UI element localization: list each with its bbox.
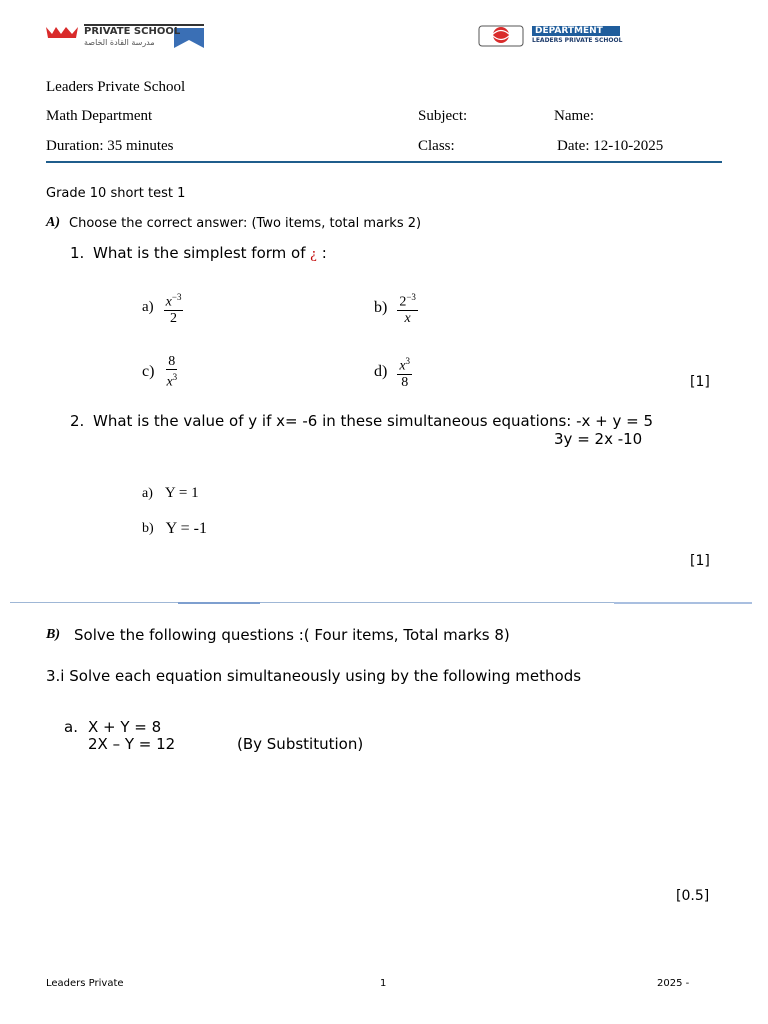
q2-equation-2: 3y = 2x -10	[554, 430, 643, 448]
left-logo-arabic: مدرسة القادة الخاصة	[84, 38, 155, 47]
q1-option-c-fraction	[164, 354, 179, 390]
footer-left: Leaders Private	[46, 978, 124, 989]
left-logo-title: PRIVATE SCHOOL	[84, 26, 181, 37]
department-logo-right	[478, 24, 638, 48]
section-divider-accent-1	[178, 602, 260, 604]
q1-colon: :	[321, 244, 327, 262]
department-name: Math Department	[46, 108, 153, 124]
q1-option-d-num: x	[399, 358, 406, 374]
q3a-equation-1: X + Y = 8	[88, 718, 162, 736]
section-b-instruction: Solve the following questions :( Four items, Total marks 8)	[74, 626, 510, 644]
q1-glyph: ¿	[310, 246, 317, 262]
school-logo-left	[46, 24, 204, 50]
q2-text: What is the value of y if x= -6 in these simultaneous equations: -x + y = 5	[93, 412, 654, 430]
q1-option-d-letter: d)	[374, 362, 388, 380]
q1-option-c-den: x	[166, 374, 173, 390]
q3a-letter: a.	[64, 718, 78, 736]
q3a-equation-2: 2X – Y = 12	[88, 735, 176, 753]
q1-text	[93, 244, 327, 263]
q1-option-d-num-exp: 3	[405, 356, 411, 366]
q1-option-b-num-exp: −3	[406, 292, 416, 302]
q1-option-a[interactable]	[142, 290, 183, 326]
section-divider-accent-2	[614, 602, 752, 604]
section-a-label: A)	[46, 215, 60, 230]
q2-option-a-letter: a)	[142, 485, 153, 501]
q1-option-c-num: 8	[168, 354, 176, 369]
q2-option-b-text: Y = -1	[165, 520, 207, 537]
section-b-label: B)	[46, 627, 60, 642]
subject-label: Subject:	[418, 108, 468, 124]
q1-option-c-letter: c)	[142, 362, 155, 380]
right-logo-title: DEPARTMENT	[535, 26, 603, 36]
right-logo-subtitle: LEADERS PRIVATE SCHOOL	[532, 37, 623, 44]
q1-option-b[interactable]	[374, 290, 418, 326]
class-label: Class:	[418, 138, 455, 154]
page-number: 1	[380, 978, 387, 989]
q1-option-a-letter: a)	[142, 299, 154, 316]
q1-option-d-fraction	[397, 354, 412, 390]
footer-right: 2025 -	[657, 978, 690, 989]
q1-marks: [1]	[690, 374, 710, 390]
q1-option-b-den: x	[404, 310, 411, 326]
q2-marks: [1]	[690, 553, 710, 569]
school-name: Leaders Private School	[46, 79, 186, 95]
q2-option-a-text: Y = 1	[164, 485, 199, 501]
duration: Duration: 35 minutes	[46, 138, 174, 154]
test-date: Date: 12-10-2025	[557, 138, 664, 154]
q1-option-b-num: 2	[399, 294, 407, 310]
q1-option-a-num: x	[165, 294, 172, 310]
q3a-marks: [0.5]	[676, 888, 710, 904]
section-a-instruction: Choose the correct answer: (Two items, total marks 2)	[69, 216, 422, 231]
q1-option-b-fraction	[397, 290, 418, 326]
q1-option-b-letter: b)	[374, 298, 388, 316]
q1-option-d[interactable]	[374, 354, 412, 390]
q1-option-a-fraction	[164, 290, 184, 326]
q1-option-a-num-exp: −3	[171, 292, 182, 302]
q1-option-a-den: 2	[170, 310, 178, 326]
test-title: Grade 10 short test 1	[46, 186, 186, 201]
q1-option-c-den-exp: 3	[172, 372, 178, 382]
q1-number: 1.	[70, 244, 85, 262]
header-divider	[46, 161, 722, 163]
q3-intro: 3.i Solve each equation simultaneously using by the following methods	[46, 667, 582, 685]
q1-option-d-den: 8	[401, 374, 409, 390]
q2-option-b[interactable]	[142, 520, 207, 538]
q1-option-c[interactable]	[142, 354, 179, 390]
q2-option-a[interactable]	[142, 485, 199, 502]
q1-question: What is the simplest form of	[93, 244, 306, 262]
name-label: Name:	[554, 108, 594, 124]
q3a-method: (By Substitution)	[237, 735, 364, 753]
q2-option-b-letter: b)	[142, 521, 154, 536]
q2-number: 2.	[70, 412, 85, 430]
